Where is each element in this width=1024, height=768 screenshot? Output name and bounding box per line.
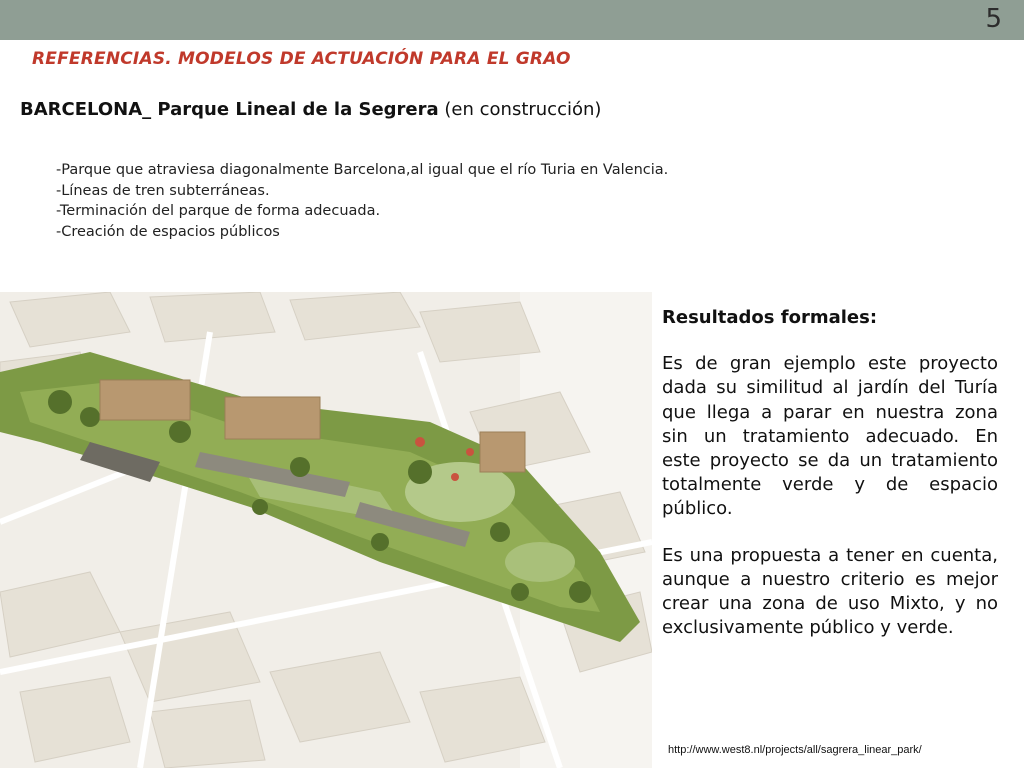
bullet-item: -Terminación del parque de forma adecuada. [56,203,381,219]
top-bar [0,0,1024,40]
results-paragraph-1: Es de gran ejemplo este proyecto dada su similitud al jardín del Turía que llega a parar en nuestra zona sin un tratamiento adecuado. En este proyecto se da un tratamiento totalmente verde y de espacio público. [662,353,998,520]
results-paragraph-2: Es una propuesta a tener en cuenta, aunque a nuestro criterio es mejor crear una zona de uso Mixto, y no exclusivamente público y verde. [662,544,998,639]
results-heading: Resultados formales: [662,307,878,328]
slide-number: 5 [985,4,1002,34]
section-title: REFERENCIAS. MODELOS DE ACTUACIÓN PARA EL GRAO [32,49,571,69]
results-panel [662,306,998,662]
subtitle-status: (en construcción) [438,99,602,120]
bullet-item: -Parque que atraviesa diagonalmente Barcelona,al igual que el río Turia en Valencia. [56,162,669,178]
bullet-item: -Líneas de tren subterráneas. [56,182,270,199]
bullet-item: -Creación de espacios públicos [56,223,280,240]
subtitle-project-name: BARCELONA_ Parque Lineal de la Segrera [20,99,439,120]
source-link[interactable]: http://www.west8.nl/projects/all/sagrera_linear_park/ [668,744,922,756]
park-aerial-image [0,292,652,768]
subtitle [20,99,601,120]
bullet-list [56,160,668,242]
